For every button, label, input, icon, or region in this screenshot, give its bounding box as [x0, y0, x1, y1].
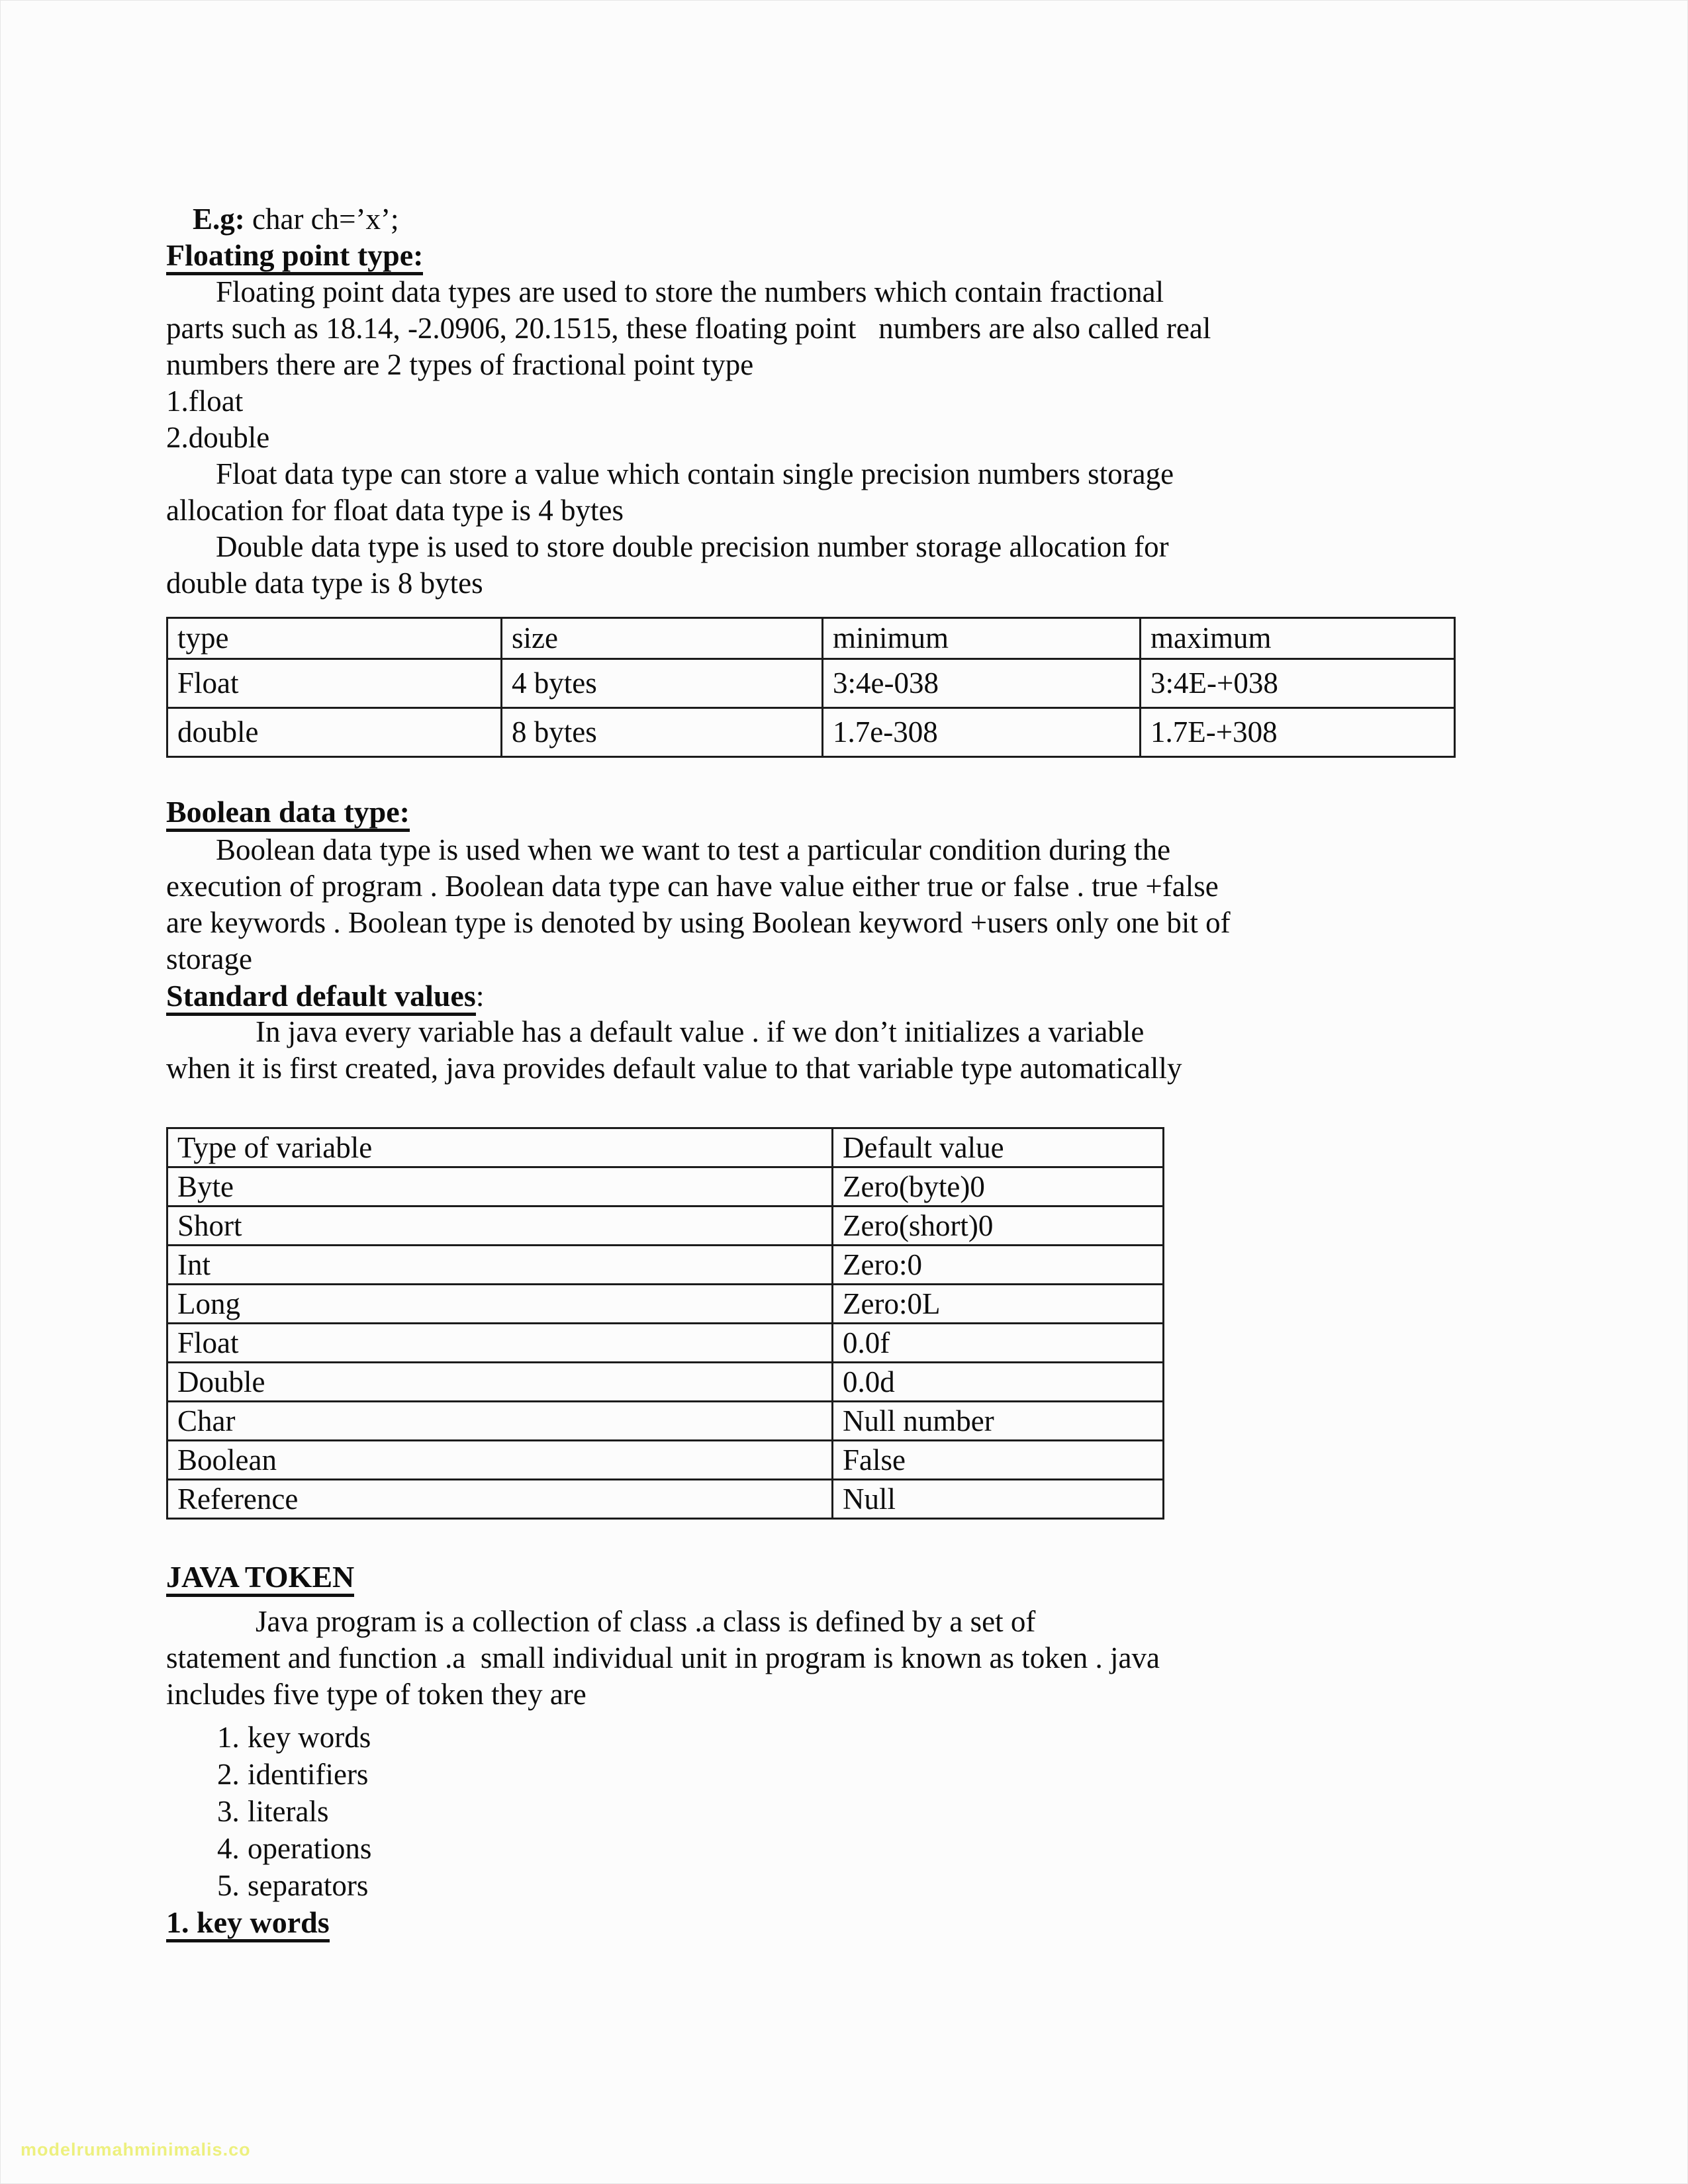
heading-line: [166, 978, 1464, 1014]
example-line: [166, 201, 1464, 238]
list-item-number: 3.: [217, 1795, 240, 1828]
table-cell: double: [167, 708, 502, 757]
table-header-cell: maximum: [1141, 618, 1455, 659]
paragraph-line: are keywords . Boolean type is denoted by using Boolean keyword +users only one bit of: [166, 906, 1231, 939]
paragraph-line: Float data type can store a value which contain single precision numbers storage: [216, 457, 1174, 490]
list-item: [166, 1719, 1464, 1756]
table-cell: 0.0f: [833, 1324, 1164, 1363]
watermark: modelrumahminimalis.co: [21, 2140, 251, 2160]
table-cell: Long: [167, 1285, 833, 1324]
table-cell: Float: [167, 1324, 833, 1363]
table-cell: 4 bytes: [502, 659, 823, 708]
list-item-number: 2.: [217, 1758, 240, 1791]
paragraph-line: Java program is a collection of class .a class is defined by a set of: [256, 1605, 1036, 1638]
heading-java-token: JAVA TOKEN: [166, 1561, 354, 1597]
list-line-double: 2.double: [166, 421, 270, 454]
table-cell: Zero:0L: [833, 1285, 1164, 1324]
table-cell: Null: [833, 1480, 1164, 1519]
list-item-label: operations: [248, 1832, 372, 1865]
table-cell: Zero(byte)0: [833, 1167, 1164, 1206]
list-item-label: key words: [248, 1721, 371, 1754]
table-cell: Double: [167, 1363, 833, 1402]
paragraph-line: double data type is 8 bytes: [166, 567, 483, 600]
paragraph-line: Double data type is used to store double precision number storage allocation for: [216, 530, 1169, 563]
list-item-label: separators: [248, 1869, 369, 1902]
table-cell: Zero:0: [833, 1246, 1164, 1285]
table-row: [167, 1402, 1164, 1441]
list-item: [166, 1794, 1464, 1831]
table-row: [167, 659, 1455, 708]
paragraph-line: allocation for float data type is 4 bytes: [166, 494, 624, 527]
list-item: [166, 1756, 1464, 1794]
table-header-cell: size: [502, 618, 823, 659]
table-cell: Zero(short)0: [833, 1206, 1164, 1246]
table-row: [167, 1246, 1164, 1285]
table-cell: Int: [167, 1246, 833, 1285]
table-cell: Short: [167, 1206, 833, 1246]
float-size-table: [166, 617, 1456, 758]
paragraph-line: parts such as 18.14, -2.0906, 20.1515, these floating point numbers are also called real: [166, 312, 1211, 345]
heading-floating-point-type: Floating point type:: [166, 240, 423, 275]
table-cell: 3:4E-+038: [1141, 659, 1455, 708]
table-cell: Char: [167, 1402, 833, 1441]
heading-line: [166, 1559, 1464, 1596]
table-row: [167, 708, 1455, 757]
table-row: [167, 1363, 1164, 1402]
table-header-row: [167, 1128, 1164, 1167]
example-code: char ch=’x’;: [244, 203, 399, 236]
table-row: [167, 1285, 1164, 1324]
paragraph-line: execution of program . Boolean data type can have value either true or false . true +false: [166, 870, 1219, 903]
table-cell: Reference: [167, 1480, 833, 1519]
table-row: [167, 1324, 1164, 1363]
table-cell: False: [833, 1441, 1164, 1480]
paragraph-line: numbers there are 2 types of fractional point type: [166, 348, 754, 381]
list-item: [166, 1831, 1464, 1868]
table-header-cell: minimum: [823, 618, 1141, 659]
table-cell: 0.0d: [833, 1363, 1164, 1402]
token-list: [166, 1719, 1464, 1905]
heading-line: [166, 794, 1464, 832]
paragraph-line: statement and function .a small individual unit in program is known as token . java: [166, 1641, 1160, 1674]
example-label: E.g:: [193, 203, 245, 236]
table-row: [167, 1441, 1164, 1480]
paragraph-line: Floating point data types are used to store the numbers which contain fractional: [216, 275, 1164, 308]
paragraph-line: Boolean data type is used when we want to test a particular condition during the: [216, 833, 1171, 866]
paragraph-line: In java every variable has a default value . if we don’t initializes a variable: [256, 1015, 1145, 1048]
list-item-number: 5.: [217, 1869, 240, 1902]
list-item: [166, 1868, 1464, 1905]
list-line-float: 1.float: [166, 385, 244, 418]
list-item-label: identifiers: [248, 1758, 369, 1791]
table-row: [167, 1167, 1164, 1206]
table-header-row: [167, 618, 1455, 659]
paragraph-line: when it is first created, java provides default value to that variable type automatically: [166, 1052, 1182, 1085]
table-cell: Null number: [833, 1402, 1164, 1441]
paragraph-line: storage: [166, 942, 252, 976]
table-cell: 3:4e-038: [823, 659, 1141, 708]
table-row: [167, 1206, 1164, 1246]
table-cell: 1.7E-+308: [1141, 708, 1455, 757]
table-header-cell: type: [167, 618, 502, 659]
table-row: [167, 1480, 1164, 1519]
default-values-table: [166, 1127, 1164, 1520]
table-cell: Float: [167, 659, 502, 708]
list-item-number: 4.: [217, 1832, 240, 1865]
table-header-cell: Type of variable: [167, 1128, 833, 1167]
table-cell: 8 bytes: [502, 708, 823, 757]
heading-line: [166, 1905, 1464, 1941]
heading-colon: :: [475, 979, 485, 1013]
table-cell: Boolean: [167, 1441, 833, 1480]
heading-boolean-data-type: Boolean data type:: [166, 796, 410, 832]
heading-line: [166, 238, 1464, 274]
document-body: [166, 201, 1464, 1941]
table-cell: Byte: [167, 1167, 833, 1206]
paragraph-line: includes five type of token they are: [166, 1678, 586, 1711]
list-item-number: 1.: [217, 1721, 240, 1754]
heading-standard-default-values: Standard default values: [166, 980, 476, 1016]
heading-key-words: 1. key words: [166, 1907, 330, 1942]
table-cell: 1.7e-308: [823, 708, 1141, 757]
table-header-cell: Default value: [833, 1128, 1164, 1167]
list-item-label: literals: [248, 1795, 329, 1828]
